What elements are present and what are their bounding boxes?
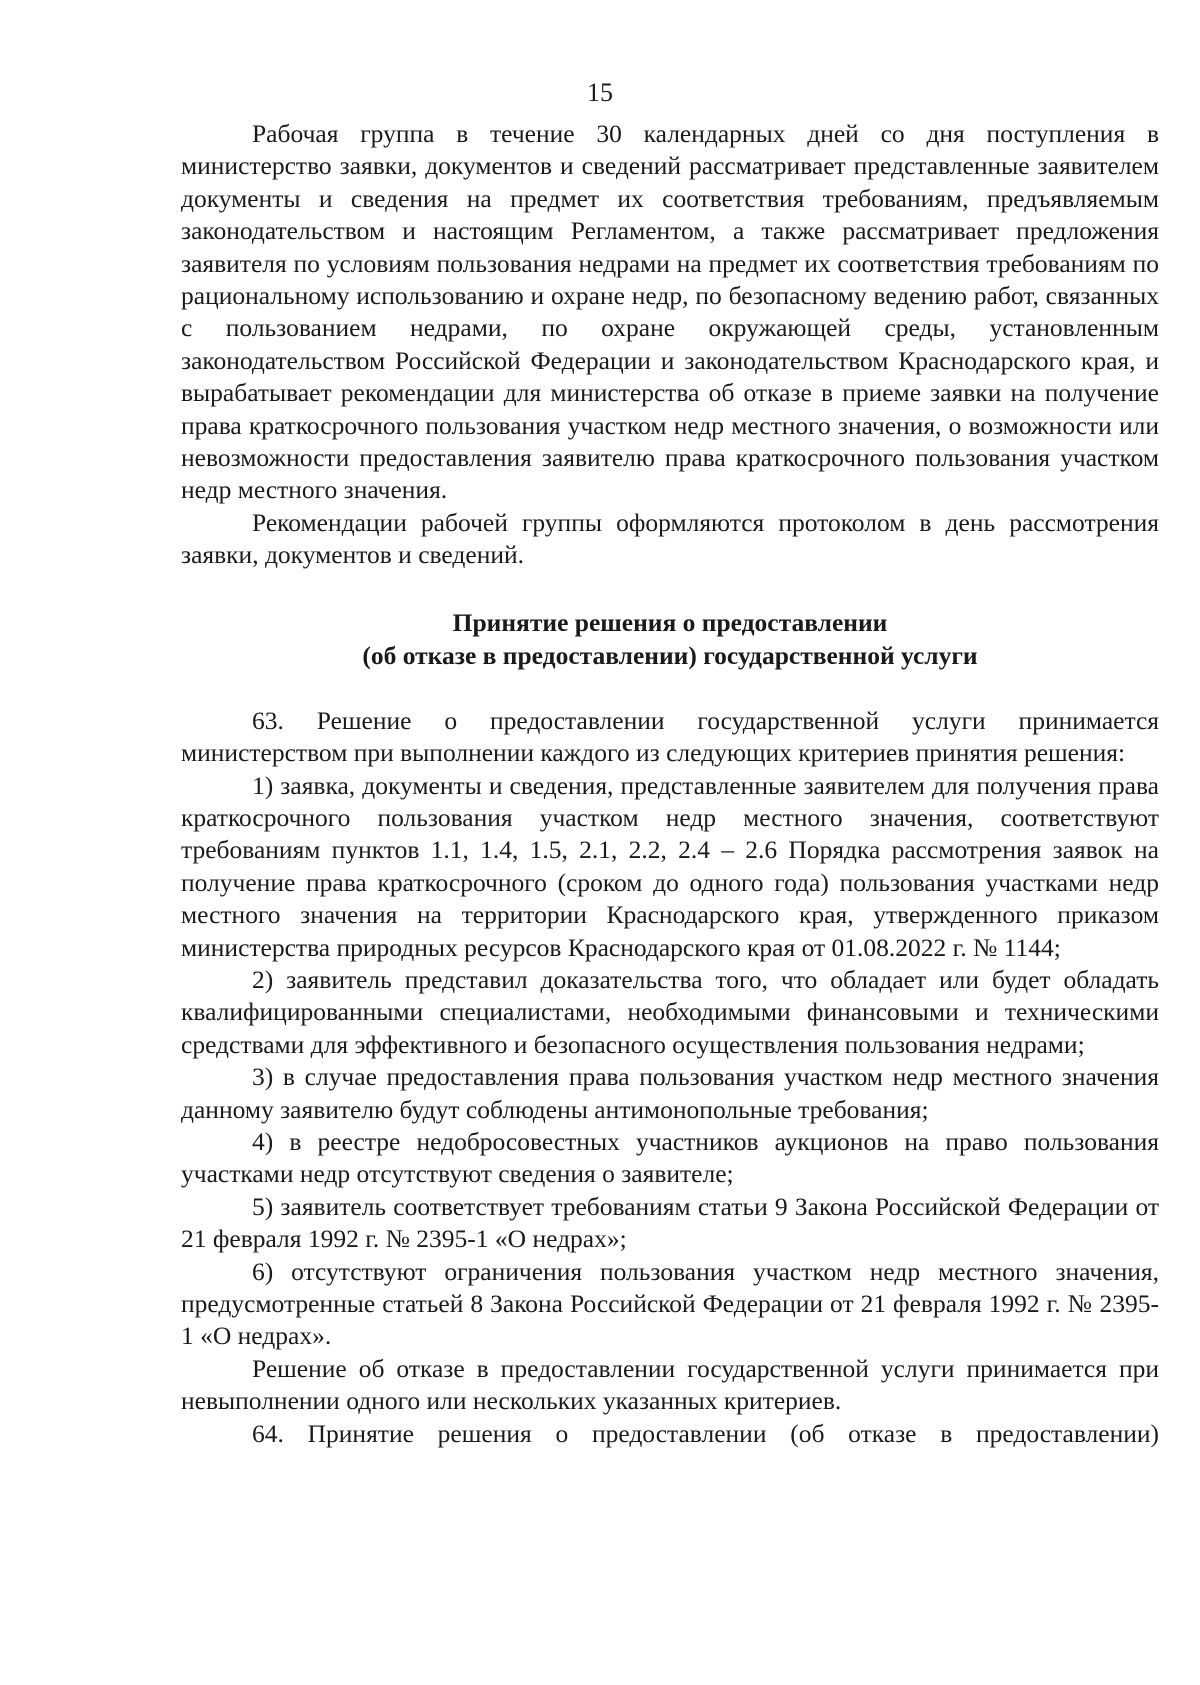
paragraph-refusal-decision: Решение об отказе в предоставлении государственной услуги принимается при невыполнении одного или нескольких указанных критериев. [181,1353,1159,1416]
section-heading-line-2: (об отказе в предоставлении) государственной услуги [362,640,978,670]
criterion-4: 4) в реестре недобросовестных участников аукционов на право пользования участками недр отсутствуют сведения о заявителе; [181,1126,1159,1189]
criterion-1: 1) заявка, документы и сведения, представленные заявителем для получения права краткосрочного пользования участком недр местного значения, соответствуют требованиям пунктов 1.1, 1.4, 1.5, 2.1, 2.2, 2.4 – 2.6 Порядка рассмотрения заявок на получение права краткосрочного (сроком до одного года) пользования участками недр местного значения на территории Краснодарского края, утвержденного приказом министерства природных ресурсов Краснодарского края от 01.08.2022 г. № 1144; [181,770,1159,962]
spacer [181,572,1159,606]
criterion-6: 6) отсутствуют ограничения пользования участком недр местного значения, предусмотренные статьей 8 Закона Российской Федерации от 21 февраля 1992 г. № 2395-1 «О недрах». [181,1256,1159,1351]
criterion-2: 2) заявитель представил доказательства того, что обладает или будет обладать квалифицированными специалистами, необходимыми финансовыми и техническими средствами для эффективного и безопасного осуществления пользования недрами; [181,964,1159,1059]
section-heading-line-1: Принятие решения о предоставлении [452,607,888,637]
page-number: 15 [587,78,613,107]
paragraph-item-63: 63. Решение о предоставлении государственной услуги принимается министерством при выполнении каждого из следующих критериев принятия решения: [181,705,1159,768]
paragraph-working-group: Рабочая группа в течение 30 календарных дней со дня поступления в министерство заявки, документов и сведений рассматривает представленные заявителем документы и сведения на предмет их соответствия требованиям, предъявляемым законодательством и настоящим Регламентом, а также рассматривает предложения заявителя по условиям пользования недрами на предмет их соответствия требованиям по рациональному использованию и охране недр, по безопасному ведению работ, связанных с пользованием недрами, по охране окружающей среды, установленным законодательством Российской Федерации и законодательством Краснодарского края, и вырабатывает рекомендации для министерства об отказе в приеме заявки на получение права краткосрочного пользования участком недр местного значения, о возможности или невозможности предоставления заявителю права краткосрочного пользования участком недр местного значения. [181,119,1159,505]
document-body [181,118,1159,1450]
paragraph-item-64: 64. Принятие решения о предоставлении (об отказе в предоставлении) [252,1418,1159,1448]
criterion-3: 3) в случае предоставления права пользования участком недр местного значения данному заявителю будут соблюдены антимонопольные требования; [181,1062,1159,1124]
spacer [181,672,1159,705]
paragraph-recommendations: Рекомендации рабочей группы оформляются протоколом в день рассмотрения заявки, документов и сведений. [181,507,1159,570]
criterion-5: 5) заявитель соответствует требованиям статьи 9 Закона Российской Федерации от 21 февраля 1992 г. № 2395-1 «О недрах»; [181,1191,1159,1254]
